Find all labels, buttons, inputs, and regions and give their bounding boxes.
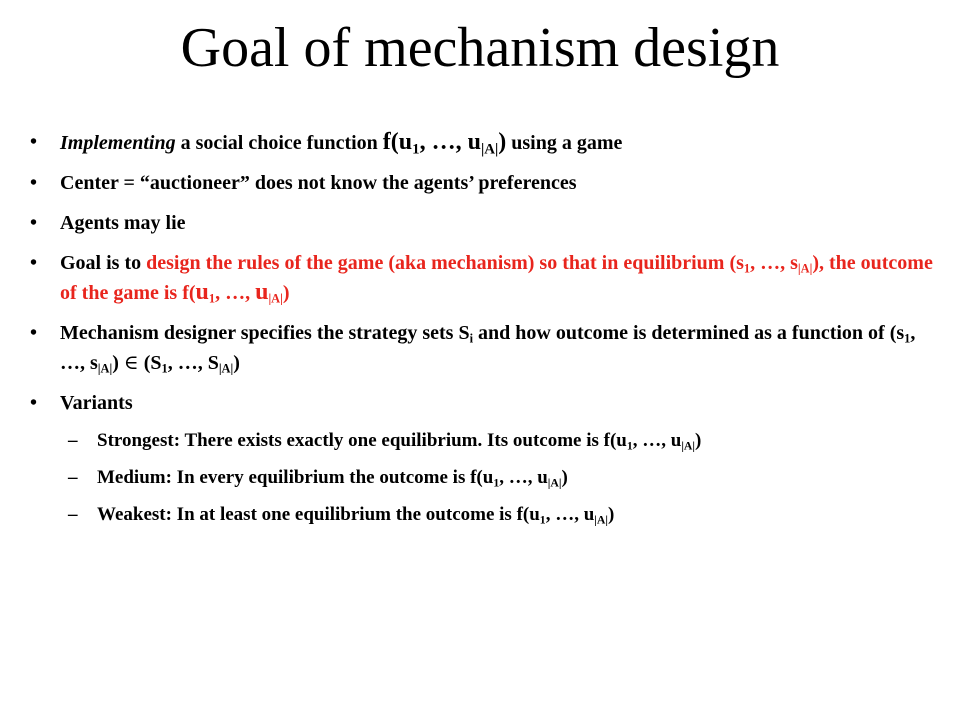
variant-text: Strongest: There exists exactly one equilibrium. Its outcome is $f(u_1$, …, $u_{|A|}$) [97, 430, 702, 453]
emphasis-text: Implementing [60, 132, 176, 154]
bullet-marker: • [30, 392, 38, 414]
bullet-text-tail: using a game [506, 132, 623, 154]
bullet-text: Agents may lie [60, 212, 186, 234]
bullet-center [30, 169, 945, 198]
variant-strongest [30, 428, 945, 454]
function-expression: $f(u_1$, …, $u_{|A|}$) [382, 129, 507, 158]
bullet-text: Goal is to [60, 252, 147, 274]
bullet-text: Center = “auctioneer” does not know the agents’ preferences [60, 172, 577, 194]
variant-weakest [30, 502, 945, 528]
slide-title: Goal of mechanism design [180, 17, 780, 79]
variant-medium [30, 465, 945, 491]
dash-marker: – [68, 467, 78, 488]
dash-marker: – [68, 504, 78, 525]
bullet-marker: • [30, 322, 38, 344]
dash-marker: – [68, 430, 78, 451]
bullet-list [30, 128, 945, 539]
bullet-text: Mechanism designer specifies the strategy sets $S_i$ and how outcome is determined as a function of ($s_1$, …, $s_{|A|}$) ∈ ($S_1$, …, $S_{|A|}$) [60, 322, 916, 376]
bullet-text: Variants [60, 392, 133, 414]
bullet-text: a social choice function [175, 132, 383, 154]
bullet-marker: • [30, 252, 38, 274]
bullet-mechanism-designer [30, 319, 945, 378]
highlighted-text: design the rules of the game (aka mechanism) so that in equilibrium ($s_1$, …, $s_{|A|}$), the outcome of the game is $f(u_1$, …, $u_{|A|}$) [60, 252, 933, 306]
bullet-variants [30, 389, 945, 418]
bullet-marker: • [30, 131, 38, 153]
element-of-symbol: ∈ [123, 350, 139, 374]
variant-text: Medium: In every equilibrium the outcome is $f(u_1$, …, $u_{|A|}$) [97, 467, 568, 490]
bullet-goal [30, 249, 945, 308]
bullet-marker: • [30, 172, 38, 194]
variant-text: Weakest: In at least one equilibrium the outcome is $f(u_1$, …, $u_{|A|}$) [97, 504, 615, 527]
bullet-agents-lie [30, 209, 945, 238]
bullet-implementing [30, 128, 945, 158]
bullet-marker: • [30, 212, 38, 234]
